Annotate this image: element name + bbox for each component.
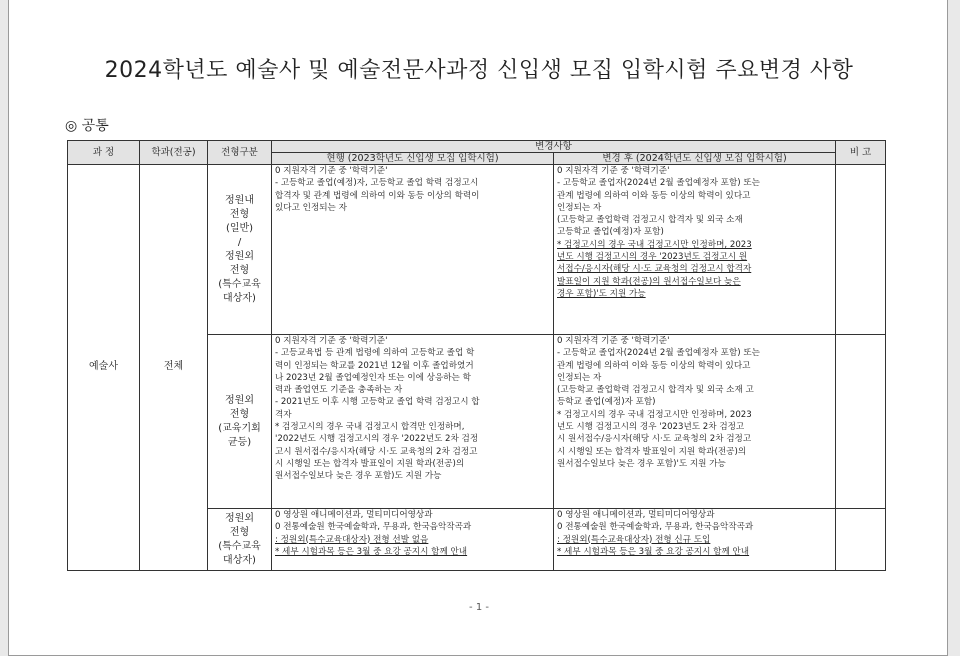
course-cell: 예술사 <box>68 165 140 571</box>
changes-table <box>67 140 886 571</box>
type-cell-special-education: 정원외 전형 (특수교육 대상자) <box>208 509 272 571</box>
note-cell-equal-opportunity <box>836 335 886 509</box>
header-dept: 학과(전공) <box>140 141 208 165</box>
current-cell-special-education: 0 영상원 애니메이션과, 멀티미디어영상과 0 전통예술원 한국예술학과, 무용과, 한국음악작곡과 : 정원외(특수교육대상자) 전형 선발 없음 * 세부 시험과목 등은 3월 중 요강 공지시 함께 안내 <box>272 509 554 571</box>
type-cell-equal-opportunity: 정원외 전형 (교육기회 균등) <box>208 335 272 509</box>
page-title: 2024학년도 예술사 및 예술전문사과정 신입생 모집 입학시험 주요변경 사항 <box>104 58 854 83</box>
header-note: 비 고 <box>836 141 886 165</box>
page-number: - 1 - <box>469 602 489 613</box>
section-heading: ◎ 공통 <box>65 118 109 134</box>
header-type: 전형구분 <box>208 141 272 165</box>
after-cell-general: 0 지원자격 기준 중 '학력기준' - 고등학교 졸업자(2024년 2월 졸업예정자 포함) 또는 관계 법령에 의하여 이와 동등 이상의 학력이 있다고 인정되는 자 (고등학교 졸업학력 검정고시 합격자 및 외국 소재 고등학교 졸업(예정)자 포함) * 검정고시의 경우 국내 검정고시만 인정하며, 2023 년도 시행 검정고시의 경우 '2023년도 검정고시 원 서접수/응시자(해당 시·도 교육청의 검정고시 합격자 발표일이 지원 학과(전공)의 원서접수일보다 늦은 경우 포함)'도 지원 가능 <box>554 165 836 335</box>
header-current: 현행 (2023학년도 신입생 모집 입학시험) <box>272 153 554 165</box>
dept-cell: 전체 <box>140 165 208 571</box>
header-course: 과 정 <box>68 141 140 165</box>
header-after: 변경 후 (2024학년도 신입생 모집 입학시험) <box>554 153 836 165</box>
after-cell-special-education: 0 영상원 애니메이션과, 멀티미디어영상과 0 전통예술원 한국예술학과, 무용과, 한국음악작곡과 : 정원외(특수교육대상자) 전형 신규 도입 * 세부 시험과목 등은 3월 중 요강 공지시 함께 안내 <box>554 509 836 571</box>
header-change: 변경사항 <box>272 141 836 153</box>
document-page <box>8 0 948 656</box>
type-cell-general: 정원내 전형 (일반) / 정원외 전형 (특수교육 대상자) <box>208 165 272 335</box>
after-cell-equal-opportunity: 0 지원자격 기준 중 '학력기준' - 고등학교 졸업자(2024년 2월 졸업예정자 포함) 또는 관계 법령에 의하여 이와 동등 이상의 학력이 있다고 인정되는 자 (고등학교 졸업학력 검정고시 합격자 및 외국 소재 고 등학교 졸업(예정)자 포함) * 검정고시의 경우 국내 검정고시만 인정하며, 2023 년도 시행 검정고시의 경우 '2023년도 2차 검정고 시 원서접수/응시자(해당 시·도 교육청의 2차 검정고 시 시행일 또는 합격자 발표일이 지원 학과(전공)의 원서접수일보다 늦은 경우 포함)'도 지원 가능 <box>554 335 836 509</box>
note-cell-special-education <box>836 509 886 571</box>
note-cell-general <box>836 165 886 335</box>
current-cell-equal-opportunity: 0 지원자격 기준 중 '학력기준' - 고등교육법 등 관계 법령에 의하여 고등학교 졸업 학 력이 인정되는 학교를 2021년 12월 이후 졸업하였거 나 2023년 2월 졸업예정인자 또는 이에 상응하는 학 력과 졸업연도 기준을 충족하는 자 - 2021년도 이후 시행 고등학교 졸업 학력 검정고시 합 격자 * 검정고시의 경우 국내 검정고시 합격만 인정하며, '2022년도 시행 검정고시의 경우 '2022년도 2차 검정 고시 원서접수/응시자(해당 시·도 교육청의 2차 검정고 시 시행일 또는 합격자 발표일이 지원 학과(전공)의 원서접수일보다 늦은 경우 포함)도 지원 가능 <box>272 335 554 509</box>
current-cell-general: 0 지원자격 기준 중 '학력기준' - 고등학교 졸업(예정)자, 고등학교 졸업 학력 검정고시 합격자 및 관계 법령에 의하여 이와 동등 이상의 학력이 있다고 인정되는 자 <box>272 165 554 335</box>
